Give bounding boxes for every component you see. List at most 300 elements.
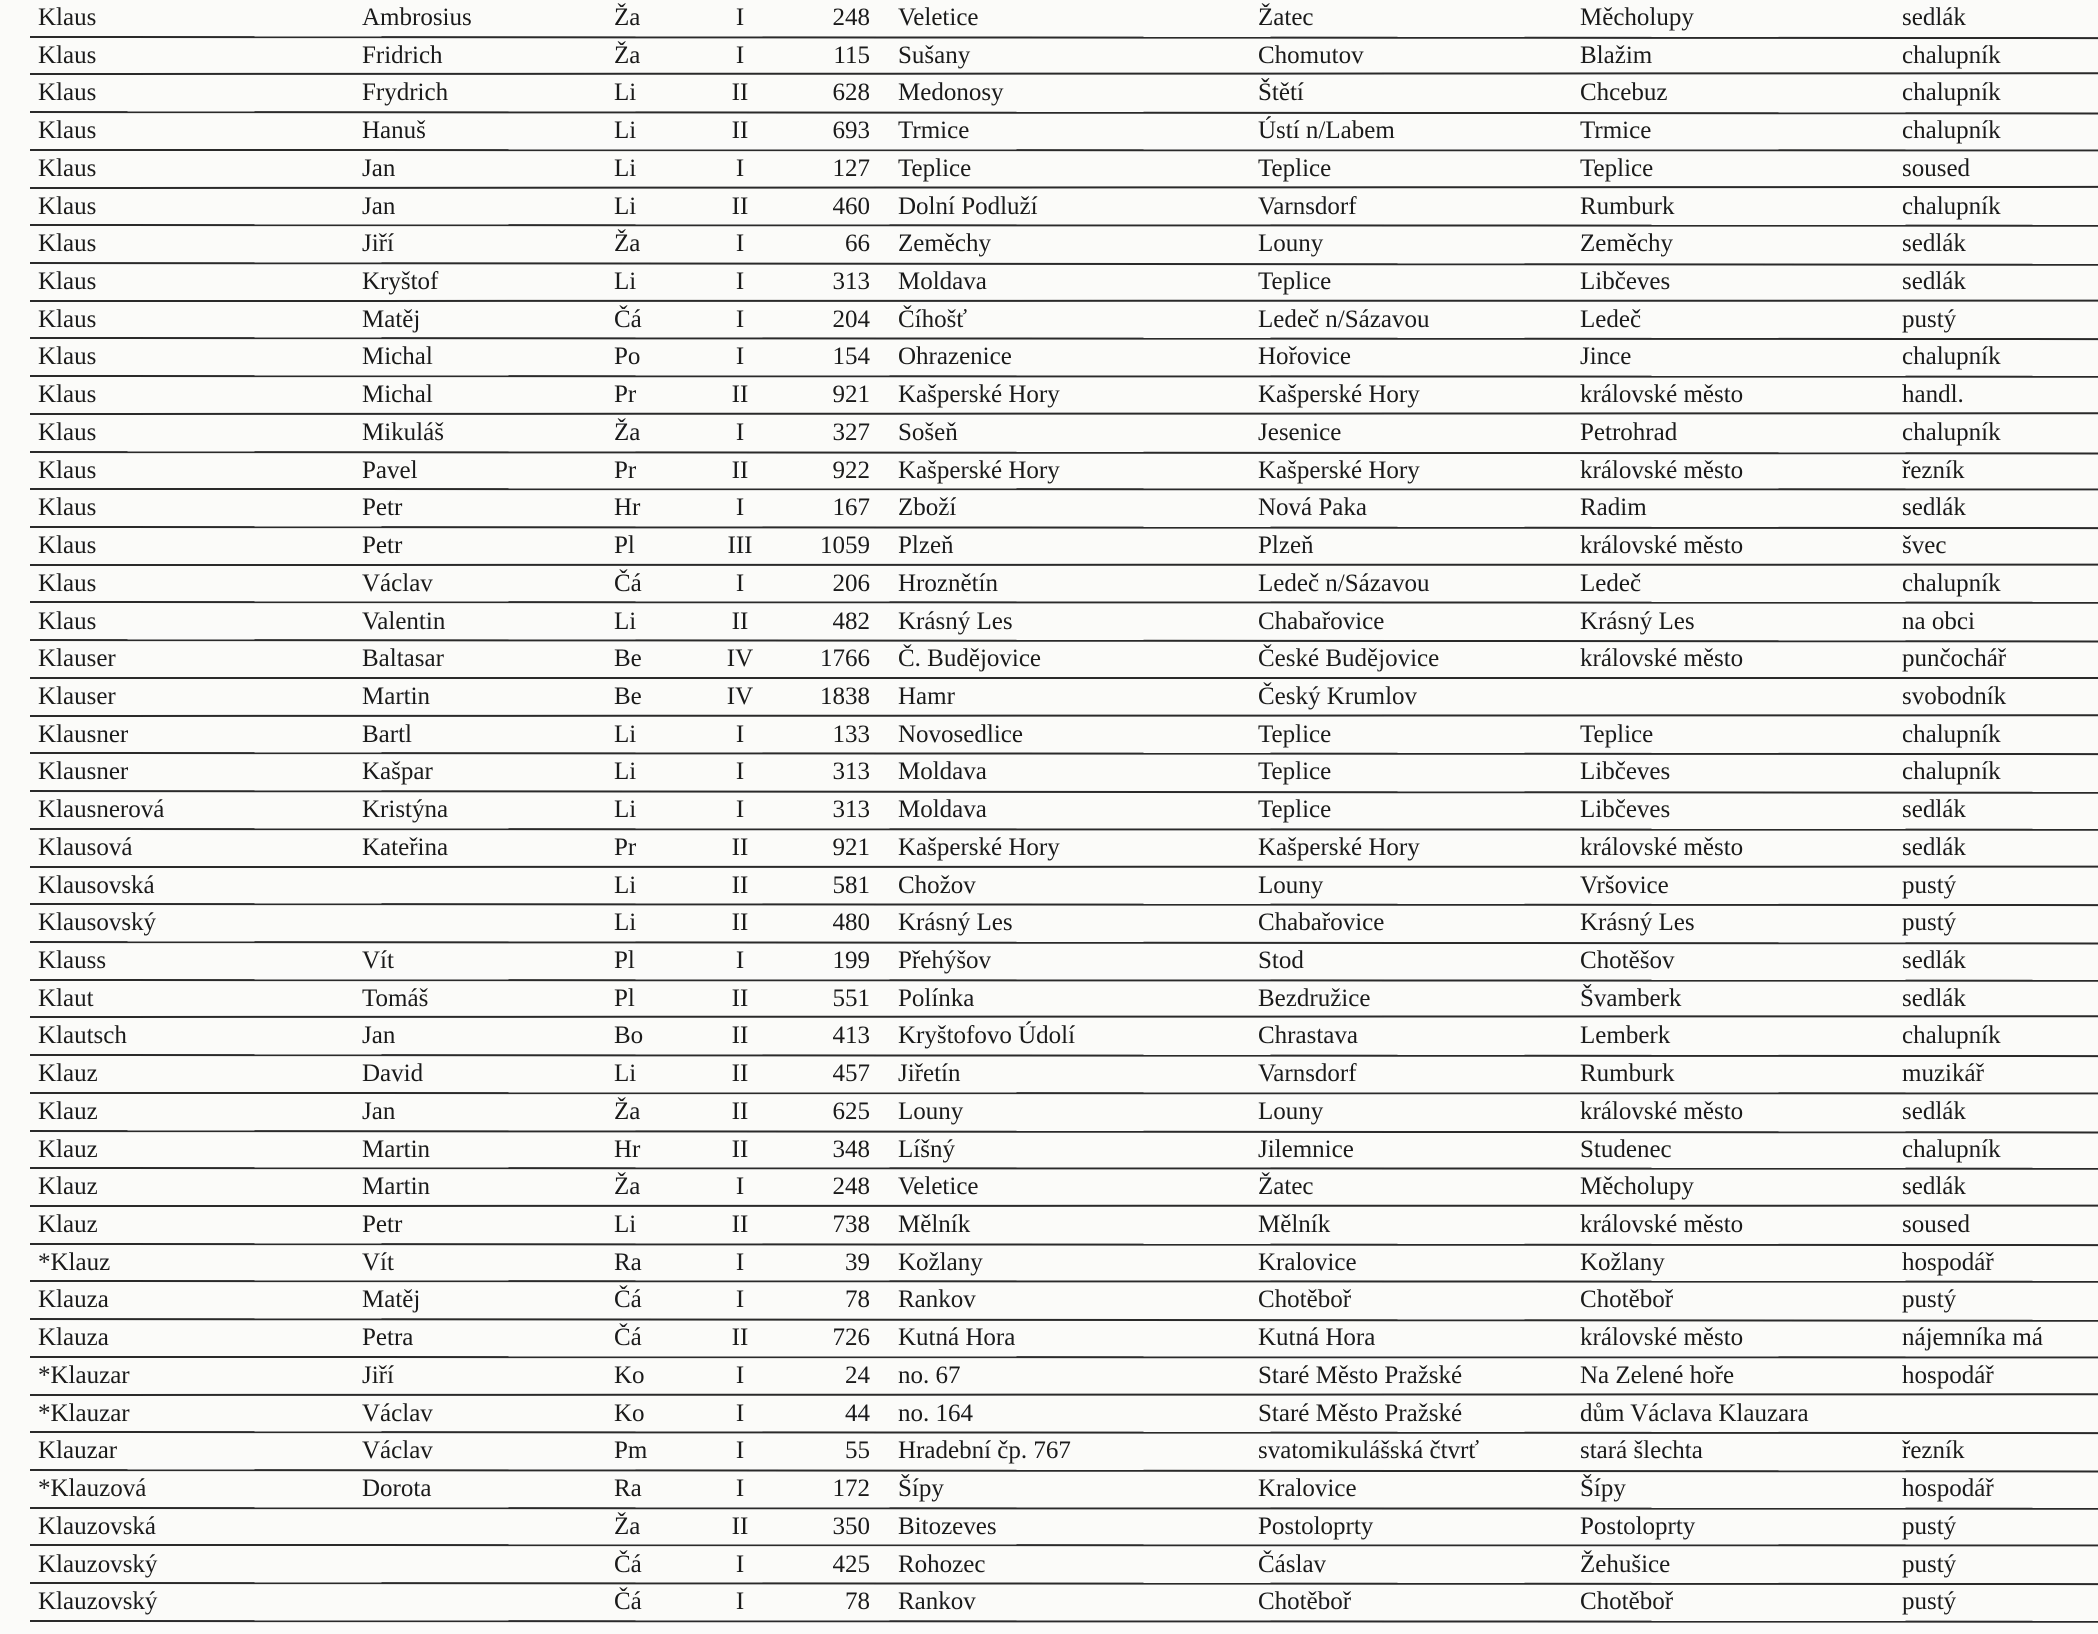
cell-page-number: 628 <box>832 79 870 107</box>
cell-page-number: 425 <box>832 1550 870 1578</box>
cell-locality: Šípy <box>898 1475 944 1503</box>
cell-page-number: 738 <box>832 1211 870 1239</box>
cell-surname: Klausovská <box>38 871 155 899</box>
cell-locality: Zeměchy <box>898 230 992 258</box>
cell-region-code: Li <box>614 796 637 824</box>
cell-occupation: punčochář <box>1902 645 2007 673</box>
cell-estate: Chotěboř <box>1258 1588 1352 1616</box>
cell-volume: II <box>731 1097 749 1125</box>
cell-dominion: královské město <box>1580 1324 1744 1352</box>
cell-locality: Sošeň <box>898 418 958 446</box>
cell-volume: I <box>735 154 745 182</box>
cell-dominion: Rumburk <box>1580 192 1675 220</box>
cell-estate: Teplice <box>1258 796 1332 824</box>
table-row <box>0 1320 2098 1358</box>
cell-given-name: Tomáš <box>362 984 429 1012</box>
cell-surname: Klauser <box>38 682 116 710</box>
cell-page-number: 78 <box>845 1588 870 1616</box>
cell-region-code: Hr <box>614 1135 641 1163</box>
cell-volume: II <box>731 1211 749 1239</box>
cell-volume: I <box>735 418 745 446</box>
cell-occupation: svobodník <box>1902 682 2007 710</box>
cell-dominion: Na Zelené hoře <box>1580 1361 1735 1389</box>
cell-locality: Dolní Podluží <box>898 192 1038 220</box>
cell-page-number: 921 <box>832 833 870 861</box>
table-row <box>0 415 2098 453</box>
cell-dominion: Teplice <box>1580 720 1654 748</box>
cell-estate: Louny <box>1258 230 1324 258</box>
cell-region-code: Ža <box>614 1512 641 1540</box>
cell-occupation: chalupník <box>1902 418 2001 446</box>
table-row <box>0 868 2098 906</box>
cell-estate: svatomikulášská čtvrť <box>1258 1437 1480 1465</box>
cell-volume: I <box>735 1437 745 1465</box>
cell-occupation: sedlák <box>1902 984 1966 1012</box>
cell-surname: Klaus <box>38 456 97 484</box>
cell-dominion: královské město <box>1580 1211 1744 1239</box>
cell-estate: Ústí n/Labem <box>1258 117 1395 145</box>
cell-locality: no. 164 <box>898 1399 973 1427</box>
cell-occupation: pustý <box>1902 909 1957 937</box>
cell-dominion: Ledeč <box>1580 305 1642 333</box>
cell-volume: II <box>731 1022 749 1050</box>
cell-region-code: Ža <box>614 418 641 446</box>
cell-occupation: hospodář <box>1902 1475 1994 1503</box>
cell-region-code: Hr <box>614 494 641 522</box>
cell-dominion: královské město <box>1580 381 1744 409</box>
cell-volume: III <box>727 532 753 560</box>
cell-given-name: Petra <box>362 1324 414 1352</box>
cell-given-name: Kristýna <box>362 796 449 824</box>
cell-volume: II <box>731 79 749 107</box>
cell-volume: II <box>731 984 749 1012</box>
cell-dominion: Šípy <box>1580 1475 1626 1503</box>
cell-given-name: Michal <box>362 343 433 371</box>
cell-occupation: nájemníka má <box>1902 1324 2043 1352</box>
cell-volume: I <box>735 230 745 258</box>
cell-region-code: Ra <box>614 1248 642 1276</box>
cell-surname: Klauzovská <box>38 1512 157 1540</box>
cell-dominion: Žehušice <box>1580 1550 1671 1578</box>
cell-page-number: 167 <box>832 494 870 522</box>
cell-region-code: Pl <box>614 532 635 560</box>
cell-region-code: Bo <box>614 1022 644 1050</box>
cell-page-number: 172 <box>832 1475 870 1503</box>
cell-surname: Klauser <box>38 645 116 673</box>
cell-given-name: Vít <box>362 947 394 974</box>
cell-given-name: Václav <box>362 569 433 597</box>
cell-page-number: 313 <box>832 758 870 786</box>
cell-locality: Hamr <box>898 682 955 710</box>
cell-surname: Klauz <box>38 1173 98 1201</box>
table-row <box>0 151 2098 189</box>
cell-surname: *Klauzar <box>38 1361 130 1389</box>
cell-region-code: Čá <box>614 1324 642 1352</box>
cell-page-number: 460 <box>832 192 870 220</box>
cell-occupation: pustý <box>1902 1512 1957 1540</box>
cell-occupation: chalupník <box>1902 79 2001 107</box>
cell-region-code: Ra <box>614 1475 642 1503</box>
cell-volume: I <box>735 268 745 296</box>
table-row <box>0 1358 2098 1396</box>
cell-given-name: Hanuš <box>362 117 426 145</box>
cell-region-code: Li <box>614 909 637 937</box>
cell-surname: Klaus <box>38 154 97 182</box>
cell-locality: Moldava <box>898 268 987 296</box>
cell-given-name: Petr <box>362 532 403 560</box>
cell-dominion: královské město <box>1580 1097 1744 1125</box>
table-row <box>0 1547 2098 1585</box>
cell-occupation: švec <box>1902 532 1947 560</box>
table-row <box>0 528 2098 566</box>
cell-locality: Medonosy <box>898 79 1004 107</box>
cell-given-name: Frydrich <box>362 79 449 107</box>
cell-locality: Hradební čp. 767 <box>898 1437 1071 1465</box>
cell-page-number: 581 <box>832 871 870 899</box>
cell-region-code: Li <box>614 192 637 220</box>
cell-region-code: Pl <box>614 984 635 1012</box>
cell-volume: II <box>731 192 749 220</box>
cell-locality: Krásný Les <box>898 607 1013 635</box>
cell-page-number: 66 <box>845 230 870 258</box>
cell-dominion: Chcebuz <box>1580 79 1668 107</box>
cell-occupation: chalupník <box>1902 192 2001 220</box>
cell-estate: Staré Město Pražské <box>1258 1399 1463 1427</box>
cell-region-code: Li <box>614 1060 637 1088</box>
cell-dominion: Krásný Les <box>1580 607 1695 635</box>
cell-surname: Klaus <box>38 343 97 371</box>
cell-given-name: Martin <box>362 682 431 710</box>
cell-estate: Jesenice <box>1258 418 1342 446</box>
cell-dominion: dům Václava Klauzara <box>1580 1399 1809 1427</box>
cell-estate: Štětí <box>1258 79 1304 107</box>
cell-estate: Čáslav <box>1258 1550 1327 1578</box>
cell-dominion: Jince <box>1580 343 1632 371</box>
cell-given-name: Jan <box>362 192 396 220</box>
cell-locality: Veletice <box>898 1173 979 1201</box>
table-row <box>0 1169 2098 1207</box>
cell-surname: *Klauzar <box>38 1399 130 1427</box>
cell-locality: Číhošť <box>898 305 968 333</box>
cell-occupation: chalupník <box>1902 117 2001 145</box>
cell-page-number: 457 <box>832 1060 870 1088</box>
cell-occupation: chalupník <box>1902 1022 2001 1050</box>
cell-given-name: Ambrosius <box>362 4 472 31</box>
cell-volume: I <box>735 343 745 371</box>
cell-region-code: Li <box>614 268 637 296</box>
cell-surname: Klaus <box>38 230 97 258</box>
cell-locality: Líšný <box>898 1135 955 1163</box>
cell-dominion: Ledeč <box>1580 569 1642 597</box>
table-row <box>0 264 2098 302</box>
cell-given-name: Michal <box>362 381 433 409</box>
cell-region-code: Li <box>614 154 637 182</box>
cell-page-number: 313 <box>832 796 870 824</box>
cell-region-code: Be <box>614 682 642 710</box>
cell-volume: I <box>735 720 745 748</box>
cell-volume: II <box>731 1135 749 1163</box>
cell-volume: I <box>735 1550 745 1578</box>
cell-page-number: 1766 <box>820 645 870 673</box>
cell-estate: Stod <box>1258 947 1304 974</box>
cell-locality: no. 67 <box>898 1361 961 1389</box>
cell-region-code: Ko <box>614 1399 645 1427</box>
cell-volume: II <box>731 871 749 899</box>
cell-dominion: Rumburk <box>1580 1060 1675 1088</box>
cell-page-number: 204 <box>832 305 870 333</box>
cell-page-number: 248 <box>832 4 870 31</box>
cell-region-code: Ža <box>614 41 641 69</box>
cell-occupation: hospodář <box>1902 1361 1994 1389</box>
cell-page-number: 313 <box>832 268 870 296</box>
cell-estate: Teplice <box>1258 268 1332 296</box>
table-row <box>0 566 2098 604</box>
table-row <box>0 1584 2098 1622</box>
cell-surname: Klaus <box>38 268 97 296</box>
cell-occupation: soused <box>1902 154 1971 182</box>
cell-estate: Kašperské Hory <box>1258 833 1420 861</box>
cell-page-number: 127 <box>832 154 870 182</box>
table-row <box>0 302 2098 340</box>
table-row <box>0 754 2098 792</box>
cell-dominion: Libčeves <box>1580 796 1671 824</box>
cell-surname: Klaut <box>38 984 94 1012</box>
cell-estate: Kralovice <box>1258 1475 1357 1503</box>
table-row <box>0 717 2098 755</box>
cell-volume: I <box>735 1399 745 1427</box>
cell-surname: Klaus <box>38 41 97 69</box>
cell-dominion: Měcholupy <box>1580 4 1694 31</box>
cell-page-number: 1838 <box>820 682 870 710</box>
cell-surname: Klaus <box>38 418 97 446</box>
cell-estate: Český Krumlov <box>1258 682 1418 710</box>
cell-region-code: Pr <box>614 833 637 861</box>
cell-region-code: Po <box>614 343 641 371</box>
cell-given-name: Fridrich <box>362 41 443 69</box>
cell-dominion: Libčeves <box>1580 758 1671 786</box>
cell-given-name: Matěj <box>362 305 421 333</box>
cell-volume: I <box>735 796 745 824</box>
cell-occupation: sedlák <box>1902 1097 1966 1125</box>
cell-dominion: královské město <box>1580 532 1744 560</box>
cell-region-code: Li <box>614 720 637 748</box>
cell-page-number: 327 <box>832 418 870 446</box>
cell-estate: Teplice <box>1258 154 1332 182</box>
cell-volume: I <box>735 758 745 786</box>
cell-estate: Nová Paka <box>1258 494 1367 522</box>
cell-given-name: Martin <box>362 1135 431 1163</box>
cell-occupation: pustý <box>1902 871 1957 899</box>
cell-locality: Teplice <box>898 154 972 182</box>
table-row <box>0 830 2098 868</box>
table-row <box>0 1056 2098 1094</box>
cell-estate: Varnsdorf <box>1258 1060 1357 1088</box>
cell-estate: Postoloprty <box>1258 1512 1374 1540</box>
cell-page-number: 248 <box>832 1173 870 1201</box>
cell-locality: Kašperské Hory <box>898 381 1060 409</box>
cell-surname: Klauzovský <box>38 1588 158 1616</box>
cell-occupation: chalupník <box>1902 343 2001 371</box>
cell-given-name: Mikuláš <box>362 418 444 446</box>
cell-locality: Polínka <box>898 984 975 1012</box>
cell-locality: Kožlany <box>898 1248 983 1276</box>
cell-volume: II <box>731 607 749 635</box>
cell-occupation: na obci <box>1902 607 1975 635</box>
cell-surname: Klausová <box>38 833 133 861</box>
cell-volume: II <box>731 117 749 145</box>
cell-estate: Chabařovice <box>1258 607 1385 635</box>
cell-surname: Klausner <box>38 720 129 748</box>
cell-occupation: řezník <box>1902 1437 1965 1465</box>
cell-region-code: Čá <box>614 1588 642 1616</box>
cell-locality: Moldava <box>898 758 987 786</box>
cell-occupation: soused <box>1902 1211 1971 1239</box>
cell-region-code: Pr <box>614 381 637 409</box>
cell-estate: Chomutov <box>1258 41 1364 69</box>
cell-region-code: Ža <box>614 1173 641 1201</box>
table-row <box>0 377 2098 415</box>
cell-dominion: Radim <box>1580 494 1647 522</box>
cell-volume: II <box>731 381 749 409</box>
cell-given-name: Václav <box>362 1437 433 1465</box>
cell-volume: I <box>735 494 745 522</box>
cell-region-code: Ža <box>614 230 641 258</box>
cell-surname: Klaus <box>38 305 97 333</box>
table-row <box>0 453 2098 491</box>
cell-locality: Zboží <box>898 494 957 522</box>
cell-locality: Kutná Hora <box>898 1324 1016 1352</box>
cell-estate: Chrastava <box>1258 1022 1358 1050</box>
table-row <box>0 75 2098 113</box>
cell-estate: Plzeň <box>1258 532 1314 560</box>
cell-dominion: stará šlechta <box>1580 1437 1703 1465</box>
cell-page-number: 39 <box>845 1248 870 1276</box>
cell-volume: I <box>735 1361 745 1389</box>
cell-region-code: Li <box>614 871 637 899</box>
cell-estate: Chabařovice <box>1258 909 1385 937</box>
cell-region-code: Li <box>614 117 637 145</box>
cell-given-name: Matěj <box>362 1286 421 1314</box>
cell-estate: Kašperské Hory <box>1258 381 1420 409</box>
cell-occupation: chalupník <box>1902 41 2001 69</box>
cell-region-code: Li <box>614 79 637 107</box>
cell-given-name: Jan <box>362 1022 396 1050</box>
cell-volume: I <box>735 41 745 69</box>
cell-region-code: Li <box>614 1211 637 1239</box>
cell-locality: Veletice <box>898 4 979 31</box>
table-row <box>0 38 2098 76</box>
cell-region-code: Čá <box>614 305 642 333</box>
table-row <box>0 113 2098 151</box>
cell-locality: Rohozec <box>898 1550 986 1578</box>
cell-surname: Klaus <box>38 192 97 220</box>
table-row <box>0 1282 2098 1320</box>
cell-estate: Hořovice <box>1258 343 1352 371</box>
cell-locality: Moldava <box>898 796 987 824</box>
cell-region-code: Pr <box>614 456 637 484</box>
cell-surname: Klauss <box>38 947 107 974</box>
cell-given-name: Václav <box>362 1399 433 1427</box>
cell-page-number: 115 <box>833 41 870 69</box>
cell-given-name: Martin <box>362 1173 431 1201</box>
cell-locality: Kašperské Hory <box>898 456 1060 484</box>
cell-estate: Ledeč n/Sázavou <box>1258 569 1430 597</box>
cell-surname: *Klauz <box>38 1248 111 1276</box>
cell-estate: Bezdružice <box>1258 984 1371 1012</box>
cell-dominion: Zeměchy <box>1580 230 1674 258</box>
cell-given-name: Pavel <box>362 456 418 484</box>
table-row <box>0 905 2098 943</box>
cell-locality: Ohrazenice <box>898 343 1012 371</box>
cell-estate: Staré Město Pražské <box>1258 1361 1463 1389</box>
cell-dominion: Trmice <box>1580 117 1652 145</box>
cell-locality: Trmice <box>898 117 970 145</box>
cell-volume: I <box>735 305 745 333</box>
cell-given-name: Jan <box>362 1097 396 1125</box>
cell-locality: Č. Budějovice <box>898 645 1042 673</box>
row-divider <box>30 1620 2098 1623</box>
table-row <box>0 1207 2098 1245</box>
cell-surname: Klausnerová <box>38 796 165 824</box>
table-row <box>0 1132 2098 1170</box>
cell-surname: Klauz <box>38 1097 98 1125</box>
cell-page-number: 726 <box>832 1324 870 1352</box>
cell-volume: I <box>735 1588 745 1616</box>
cell-page-number: 625 <box>832 1097 870 1125</box>
table-row <box>0 1433 2098 1471</box>
cell-locality: Novosedlice <box>898 720 1023 748</box>
cell-locality: Přehýšov <box>898 947 992 974</box>
cell-estate: České Budějovice <box>1258 645 1440 673</box>
cell-occupation: sedlák <box>1902 230 1966 258</box>
cell-dominion: královské město <box>1580 645 1744 673</box>
cell-occupation: chalupník <box>1902 569 2001 597</box>
table-row <box>0 189 2098 227</box>
cell-page-number: 482 <box>832 607 870 635</box>
table-row <box>0 339 2098 377</box>
cell-page-number: 133 <box>832 720 870 748</box>
cell-given-name: Kašpar <box>362 758 433 786</box>
cell-occupation: handl. <box>1902 381 1964 409</box>
cell-occupation: sedlák <box>1902 947 1966 974</box>
cell-estate: Teplice <box>1258 758 1332 786</box>
cell-given-name: Jan <box>362 154 396 182</box>
cell-volume: IV <box>726 645 754 673</box>
table-row <box>0 0 2098 38</box>
cell-occupation: sedlák <box>1902 494 1966 522</box>
cell-surname: Klaus <box>38 494 97 522</box>
cell-dominion: Libčeves <box>1580 268 1671 296</box>
cell-dominion: Vršovice <box>1580 871 1669 899</box>
cell-page-number: 413 <box>832 1022 870 1050</box>
table-row <box>0 1018 2098 1056</box>
table-row <box>0 1245 2098 1283</box>
cell-volume: I <box>735 1173 745 1201</box>
cell-volume: I <box>735 1248 745 1276</box>
cell-region-code: Pm <box>614 1437 648 1465</box>
table-row <box>0 1094 2098 1132</box>
cell-estate: Louny <box>1258 871 1324 899</box>
cell-surname: Klausner <box>38 758 129 786</box>
cell-region-code: Čá <box>614 1286 642 1314</box>
cell-given-name: Jiří <box>362 1361 394 1389</box>
table-row <box>0 1396 2098 1434</box>
cell-region-code: Čá <box>614 569 642 597</box>
cell-estate: Kašperské Hory <box>1258 456 1420 484</box>
cell-volume: II <box>731 833 749 861</box>
cell-dominion: Petrohrad <box>1580 418 1678 446</box>
table-row <box>0 604 2098 642</box>
